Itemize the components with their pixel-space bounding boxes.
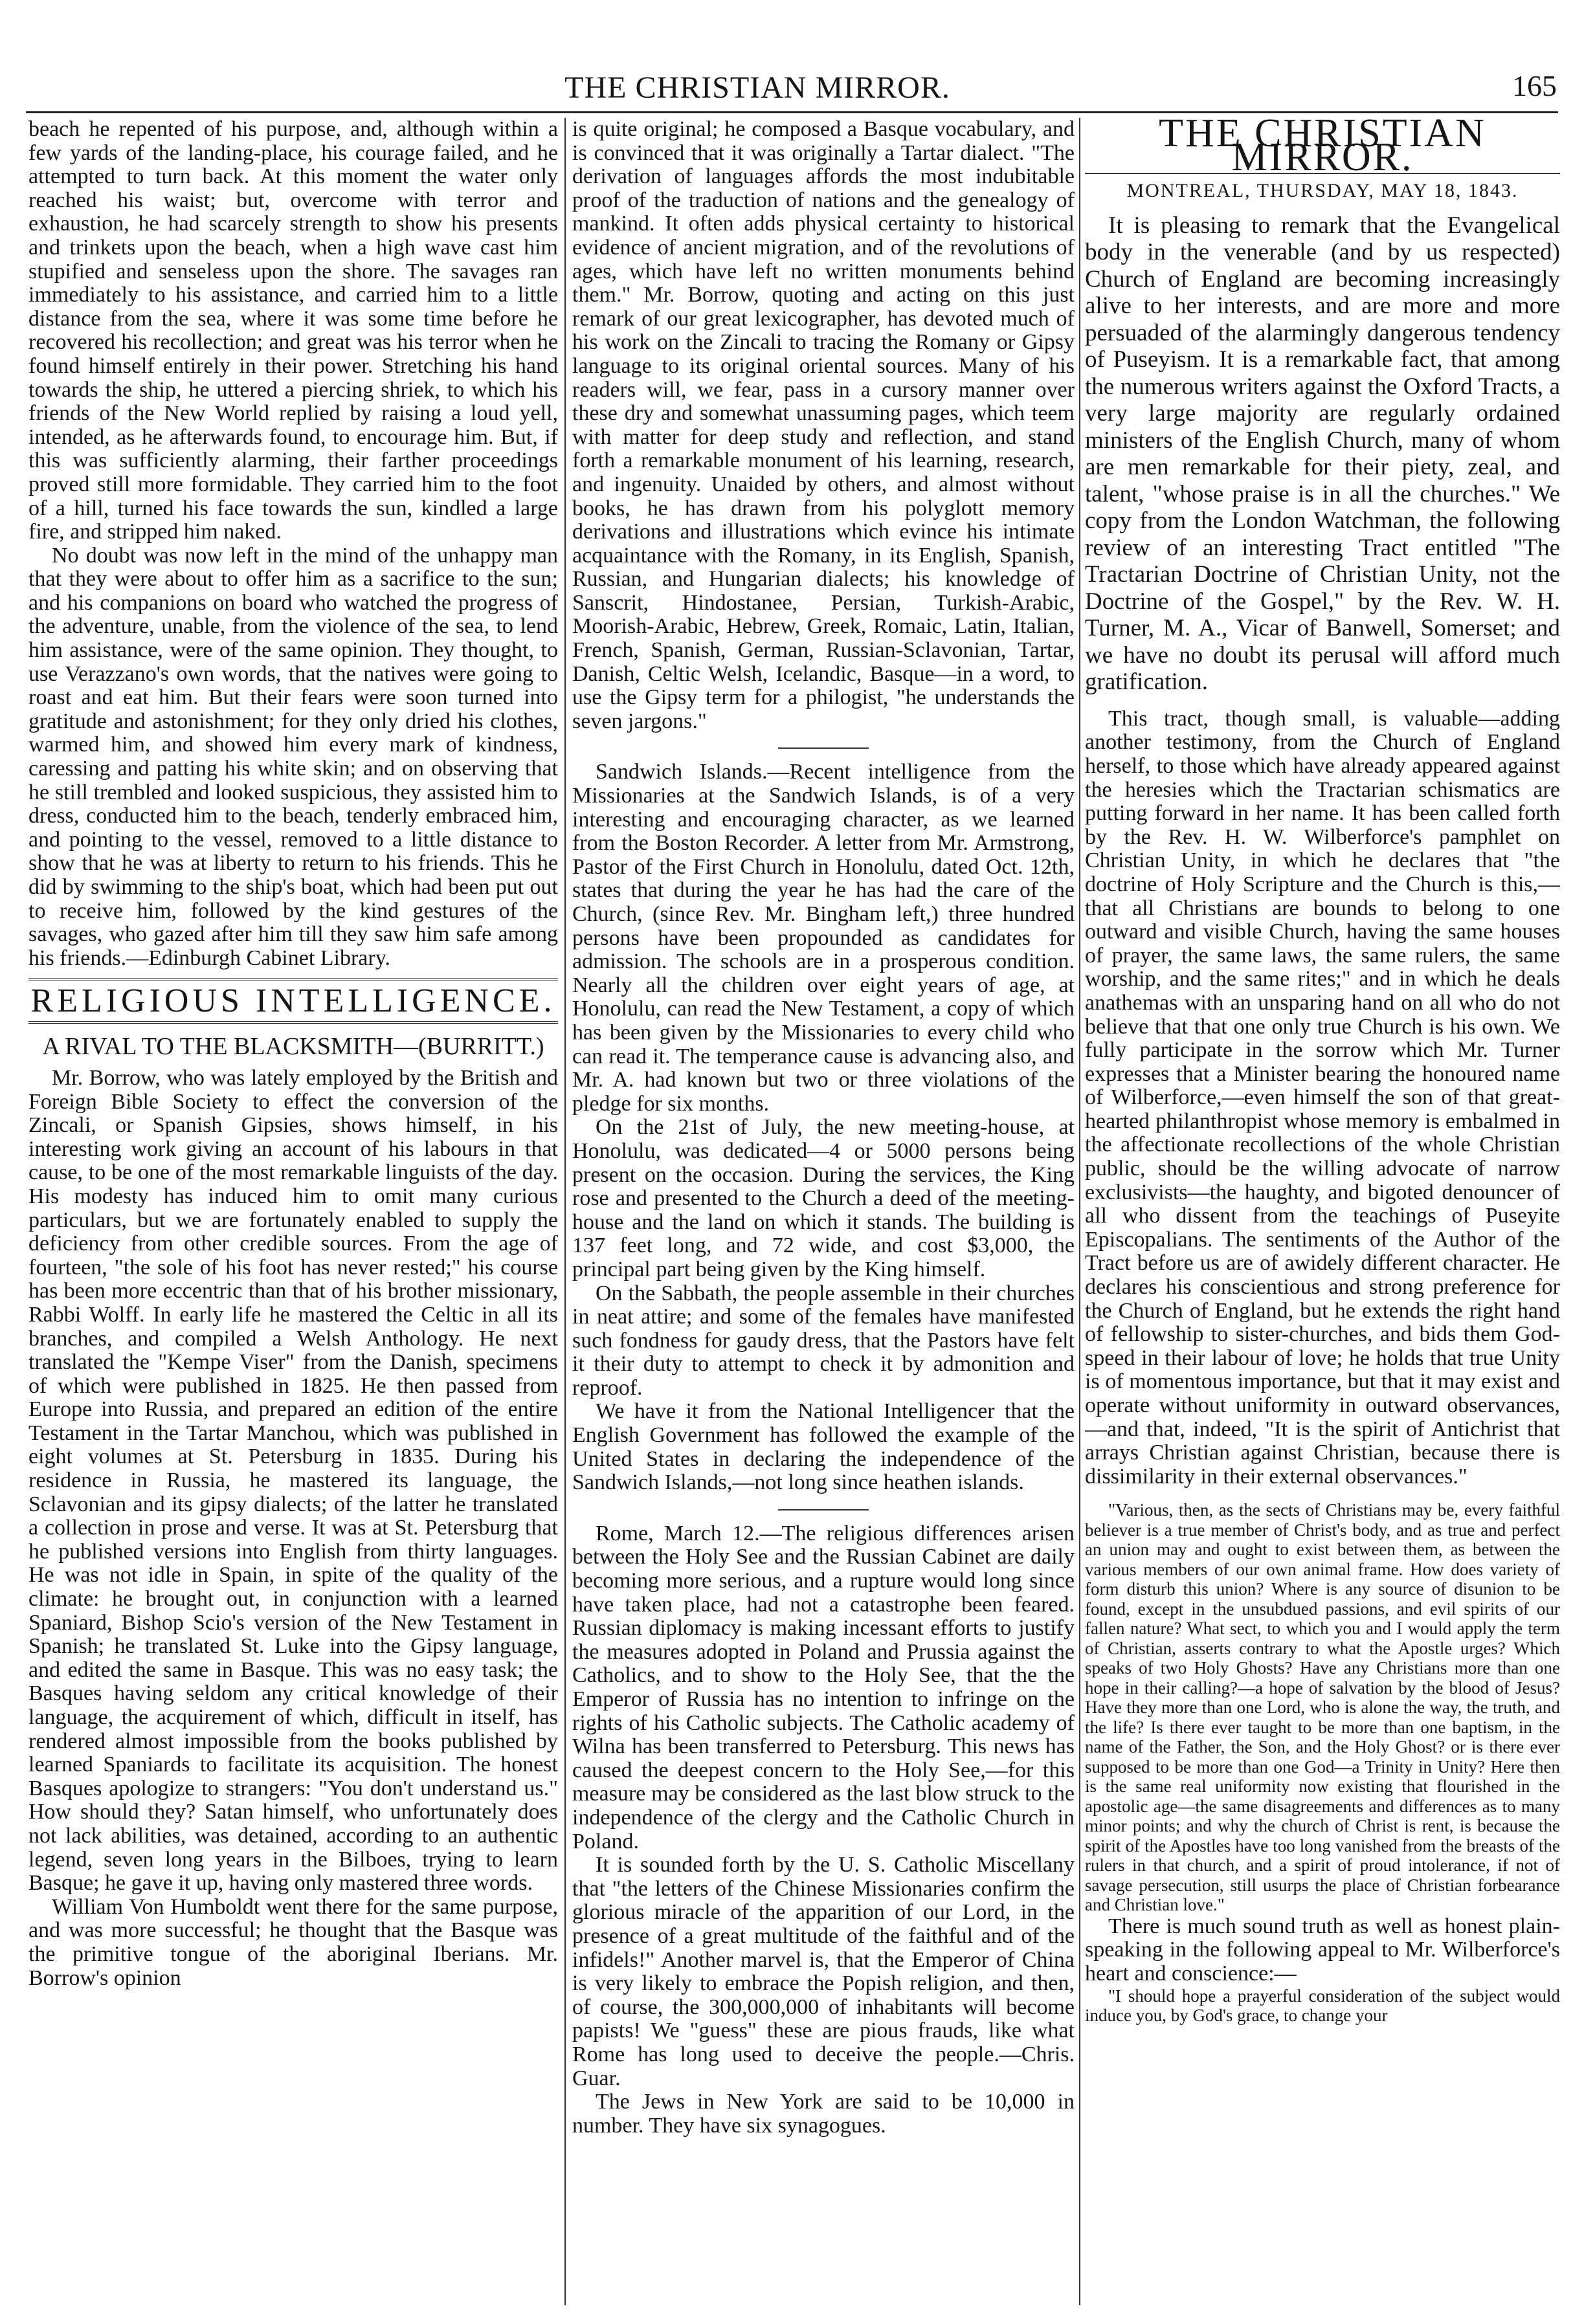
section-rule	[28, 978, 558, 980]
article-paragraph: It is sounded forth by the U. S. Catholic Miscellany that "the letters of the Chinese Missionaries confirm the glorious miracle of the apparition of our Lord, in the presence of a great multitude of the faithful and of the infidels!" Another marvel is, that the Emperor of China is very likely to embrace the Popish religion, and then, of course, the 300,000,000 of inhabitants will become papists! We "guess" these are pious frauds, like what Rome has long used to deceive the people.—Chris. Guar.	[572, 1853, 1075, 2090]
dateline: MONTREAL, THURSDAY, MAY 18, 1843.	[1126, 180, 1519, 202]
column-one	[28, 118, 558, 2305]
article-paragraph: On the Sabbath, the people assemble in their churches in neat attire; and some of the females have manifested such fondness for gaudy dress, that the Pastors have felt it their duty to attempt to check it by admonition and reproof.	[572, 1281, 1075, 1400]
quoted-passage: "Various, then, as the sects of Christians may be, every faithful believer is a true member of Christ's body, and as true and perfect an union may and ought to exist between them, as between the various members of our own animal frame. How does variety of form disturb this union? Where is any source of disunion to be found, except in the unsubdued passions, and evil spirits of our fallen nature? What sect, to which you and I would apply the term of Christian, asserts contrary to what the Apostle urges? Which speaks of two Holy Ghosts? Have any Christians more than one hope in their calling?—a hope of salvation by the blood of Jesus? Have they more than one Lord, who is alone the way, the truth, and the life? Is there ever taught to be more than one baptism, in the name of the Father, the Son, and the Holy Ghost? or is there ever supposed to be more than one God—a Trinity in Unity? Here then is the same real uniformity now existing that flourished in the apostolic age—the same disagreements and differences as to many minor points; and why the church of Christ is rent, is because the spirit of the Apostles have too long vanished from the breasts of the rulers in that church, and a spirit of proud intolerance, if not of savage persecution, still usurps the place of Christian forbearance and Christian love."	[1085, 1500, 1560, 1915]
column-three	[1085, 118, 1560, 2305]
article-title: A RIVAL TO THE BLACKSMITH—(BURRITT.)	[42, 1032, 544, 1060]
article-separator	[778, 1509, 869, 1511]
article-paragraph: On the 21st of July, the new meeting-house, at Honolulu, was dedicated—4 or 5000 persons being present on the occasion. During the services, the King rose and presented to the Church a deed of the meeting-house and the land on which it stands. The building is 137 feet long, and 72 wide, and cost $3,000, the principal part being given by the King himself.	[572, 1115, 1075, 1281]
editorial-paragraph: It is pleasing to remark that the Evangelical body in the venerable (and by us respected) Church of England are becoming increasingly alive to her interests, and are more and more persuaded of the alarmingly dangerous tendency of Puseyism. It is a remarkable fact, that among the numerous writers against the Oxford Tracts, a very large majority are regularly ordained ministers of the English Church, many of whom are men remarkable for their piety, zeal, and talent, "whose praise is in all the churches." We copy from the London Watchman, the following review of an interesting Tract entitled "The Tractarian Doctrine of Christian Unity, not the Doctrine of the Gospel," by the Rev. W. H. Turner, M. A., Vicar of Banwell, Somerset; and we have no doubt its perusal will afford much gratification.	[1085, 212, 1560, 696]
page-number: 165	[1512, 69, 1557, 102]
running-title: THE CHRISTIAN MIRROR.	[564, 71, 950, 105]
column-divider	[564, 118, 566, 2305]
article-paragraph: This tract, though small, is valuable—adding another testimony, from the Church of England herself, to those which have already appeared against the heresies which the Tractarian schismatics are putting forward in her name. It has been called forth by the Rev. H. W. Wilberforce's pamphlet on Christian Unity, in which he declares that "the doctrine of Holy Scripture and the Church is this,—that all Christians are bounds to belong to one outward and visible Church, having the same houses of prayer, the same laws, the same rulers, the same worship, and the same rites;" and in which he deals anathemas with an unsparing hand on all who do not believe that that one only true Church is his own. We fully participate in the sorrow which Mr. Turner expresses that a Minister bearing the honoured name of Wilberforce,—even himself the son of that great-hearted philanthropist whose memory is embalmed in the affectionate recollections of the whole Christian public, should be the willing advocate of narrow exclusivists—the haughty, and bigoted denouncer of all who dissent from the teachings of Puseyite Episcopalians. The sentiments of the Author of the Tract before us are of awidely different character. He declares his conscientious and strong preference for the Church of England, but he extends the right hand of fellowship to sister-churches, and bids them God-speed in their labour of love; he holds that true Unity is of momentous importance, but that it may exist and operate without uniformity in outward observances,—and that, indeed, "It is the spirit of Antichrist that arrays Christian against Christian, because there is dissimilarity in their external observances."	[1085, 706, 1560, 1488]
column-two	[572, 118, 1075, 2305]
article-paragraph: No doubt was now left in the mind of the unhappy man that they were about to offer him as a sacrifice to the sun; and his companions on board who watched the progress of the adventure, unable, from the violence of the sea, to lend him assistance, were of the same opinion. They thought, to use Verazzano's own words, that the natives were going to roast and eat him. But their fears were soon turned into gratitude and astonishment; for they only dried his clothes, warmed him, and showed him every mark of kindness, caressing and patting his white skin; and on observing that he still trembled and looked suspicious, they assisted him to dress, conducted him to the beach, tenderly embraced him, and pointing to the vessel, removed to a little distance to show that he was at liberty to return to his friends. This he did by swimming to the ship's boat, which had been put out to receive him, followed by the kind gestures of the savages, who gazed after him till they saw him safe among his friends.—Edinburgh Cabinet Library.	[28, 543, 558, 970]
article-paragraph: Rome, March 12.—The religious differences arisen between the Holy See and the Russian Cabinet are daily becoming more serious, and a rupture would long since have taken place, had not a catastrophe been feared. Russian diplomacy is making incessant efforts to justify the measures adopted in Poland and Prussia against the Catholics, and to show to the Holy See, that the the Emperor of Russia has no intention to infringe on the rights of his Catholic subjects. The Catholic academy of Wilna has been transferred to Petersburg. This news has caused the deepest concern to the Holy See,—for this measure may be considered as the last blow struck to the independence of the clergy and the Catholic Church in Poland.	[572, 1521, 1075, 1854]
article-paragraph: is quite original; he composed a Basque vocabulary, and is convinced that it was originally a Tartar dialect. "The derivation of languages affords the most indubitable proof of the traduction of nations and the genealogy of mankind. It often adds physical certainty to historical evidence of ancient migration, and of the revolutions of ages, which have left no written monuments behind them." Mr. Borrow, quoting and acting on this just remark of our great lexicographer, has devoted much of his work on the Zincali to tracing the Romany or Gipsy language to its original oriental sources. Many of his readers will, we fear, pass in a cursory manner over these dry and somewhat unassuming pages, which teem with matter for deep study and reflection, and stand forth a remarkable monument of his learning, research, and ingenuity. Unaided by others, and almost without books, he has drawn from his polyglott memory derivations and illustrations which evince his intimate acquaintance with the Romany, in its English, Spanish, Russian, and Hungarian dialects; his knowledge of Sanscrit, Hindostanee, Persian, Turkish-Arabic, Moorish-Arabic, Hebrew, Greek, Romaic, Latin, Italian, French, Spanish, German, Russian-Sclavonian, Tartar, Danish, Celtic Welsh, Icelandic, Basque—in a word, to use the Gipsy term for a philogist, "he understands the seven jargons."	[572, 118, 1075, 733]
article-separator	[778, 747, 869, 749]
editorial-masthead: THE CHRISTIAN MIRROR.	[1159, 118, 1486, 179]
article-paragraph: beach he repented of his purpose, and, although within a few yards of the landing-place, his courage failed, and he attempted to turn back. At this moment the water only reached his waist; but, overcome with terror and exhaustion, he had scarcely strength to show his presents and trinkets upon the beach, when a high wave cast him stupified and senseless upon the shore. The savages ran immediately to his assistance, and carried him to a little distance from the sea, where it was some time before he recovered his recollection; and great was his terror when he found himself entirely in their power. Stretching his hand towards the ship, he uttered a piercing shriek, to which his friends of the New World replied by raising a loud yell, intended, as he afterwards found, to encourage him. But, if this was sufficiently alarming, their farther proceedings proved still more formidable. They carried him to the foot of a hill, turned his face towards the sun, kindled a large fire, and stripped him naked.	[28, 118, 558, 544]
quoted-passage: "I should hope a prayerful consideration of the subject would induce you, by God's grace, to change your	[1085, 1986, 1560, 2026]
section-title: RELIGIOUS INTELLIGENCE.	[30, 982, 556, 1020]
article-paragraph: Mr. Borrow, who was lately employed by the British and Foreign Bible Society to effect the conversion of the Zincali, or Spanish Gipsies, shows himself, in his interesting work giving an account of his labours in that cause, to be one of the most remarkable linguists of the day. His modesty has induced him to omit many curious particulars, but we are fortunately enabled to supply the deficiency from other credible sources. From the age of fourteen, "the sole of his foot has never rested;" his course has been more eccentric than that of his brother missionary, Rabbi Wolff. In early life he mastered the Celtic in all its branches, and compiled a Welsh Anthology. He next translated the "Kempe Viser" from the Danish, specimens of which were published in 1825. He then passed from Europe into Russia, and prepared an edition of the entire Testament in the Tartar Manchou, which was published in eight volumes at St. Petersburg in 1835. During his residence in Russia, he mastered its language, the Sclavonian and its gipsy dialects; of the latter he translated a collection in prose and verse. It was at St. Petersburg that he published versions into English from thirty languages. He was not idle in Spain, in spite of the quality of the climate: he brought out, in conjunction with a learned Spaniard, Bishop Scio's version of the New Testament in Spanish; he translated St. Luke into the Gipsy language, and edited the same in Basque. This was no easy task; the Basques having seldom any critical knowledge of their language, the acquirement of which, difficult in itself, has rendered almost impossible from the books published by learned Spaniards to facilitate its acquisition. The honest Basques apologize to strangers: "You don't understand us." How should they? Satan himself, who unfortunately does not lack abilities, was detained, according to an authentic legend, seven long years in the Bilboes, trying to learn Basque; he gave it up, having only mastered three words.	[28, 1065, 558, 1896]
article-paragraph: There is much sound truth as well as honest plain-speaking in the following appeal to Mr. Wilberforce's heart and conscience:—	[1085, 1914, 1560, 1986]
header-rule	[26, 111, 1558, 113]
article-paragraph: The Jews in New York are said to be 10,000 in number. They have six synagogues.	[572, 2090, 1075, 2138]
article-paragraph: We have it from the National Intelligencer that the English Government has followed the example of the United States in declaring the independence of the Sandwich Islands,—not long since heathen islands.	[572, 1399, 1075, 1495]
article-paragraph: William Von Humboldt went there for the same purpose, and was more successful; he thought that the Basque was the primitive tongue of the aboriginal Iberians. Mr. Borrow's opinion	[28, 1894, 558, 1990]
column-divider	[1079, 118, 1080, 2305]
section-rule	[28, 1021, 558, 1024]
article-paragraph: Sandwich Islands.—Recent intelligence from the Missionaries at the Sandwich Islands, is of a very interesting and encouraging character, as we learned from the Boston Recorder. A letter from Mr. Armstrong, Pastor of the First Church in Honolulu, dated Oct. 12th, states that during the year he has had the care of the Church, (since Rev. Mr. Bingham left,) three hundred persons have been propounded as candidates for admission. The schools are in a prosperous condition. Nearly all the children over eight years of age, at Honolulu, can read the New Testament, a copy of which has been given by the Missionaries to every child who can read it. The temperance cause is advancing also, and Mr. A. had known but two or three violations of the pledge for six months.	[572, 760, 1075, 1116]
